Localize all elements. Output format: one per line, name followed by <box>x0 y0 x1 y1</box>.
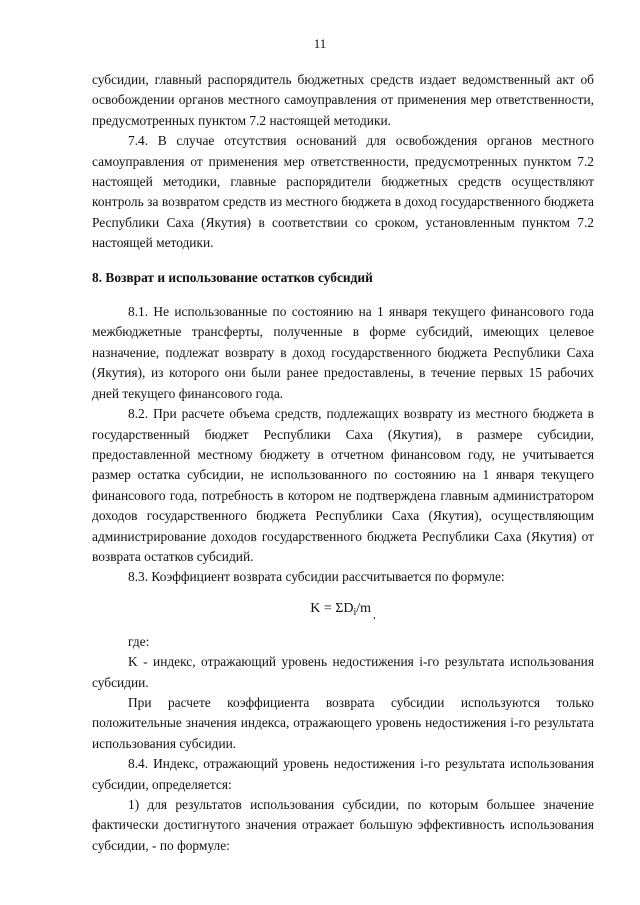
formula-subscript: i <box>353 606 357 618</box>
paragraph-where: где: <box>128 633 150 649</box>
formula-left: K = ΣD <box>310 600 354 616</box>
paragraph-8-1: 8.1. Не использованные по состоянию на 1 января текущего финансового года межбюджетные трансферты, полученные в форме субсидий, имеющих целевое назначение, подлежат возврату в доход государственного бюджета Республики Саха (Якутия), из которого они были ранее предоставлены, в течение первых 15 рабочих дней текущего финансового года. <box>92 304 594 401</box>
formula <box>92 598 594 626</box>
section-heading: 8. Возврат и использование остатков субсидий <box>92 269 373 285</box>
paragraph-8-2: 8.2. При расчете объема средств, подлежащих возврату из местного бюджета в государственный бюджет Республики Саха (Якутия), в размере субсидии, предоставленной местному бюджету в отчетном финансовом году, не учитывается размер остатка субсидии, не использованного по состоянию на 1 января текущего финансового года, потребность в котором не подтверждена главным администратором доходов государственного бюджета Республики Саха (Якутия), осуществляющим администрирование доходов государственного бюджета Республики Саха (Якутия) от возврата остатков субсидий. <box>92 406 594 564</box>
paragraph-8-4-item-1: 1) для результатов использования субсидии, по которым большее значение фактически достигнутого значения отражает большую эффективность использования субсидии, - по формуле: <box>92 797 594 853</box>
paragraph-7-4: 7.4. В случае отсутствия оснований для освобождения органов местного самоуправления от применения мер ответственности, предусмотренных пунктом 7.2 настоящей методики, главные распорядители бюджетных средств осуществляют контроль за возвратом средств из местного бюджета в доход государственного бюджета Республики Саха (Якутия) в соответствии со сроком, установленным пунктом 7.2 настоящей методики. <box>92 133 594 251</box>
formula-right: /m <box>356 600 372 616</box>
paragraph-positive-values: При расчете коэффициента возврата субсидии используются только положительные значения индекса, отражающего уровень недостижения i-го результата использования субсидии. <box>92 694 594 751</box>
formula-trailing: , <box>373 608 376 621</box>
paragraph-k-definition: K - индекс, отражающий уровень недостижения i-го результата использования субсидии. <box>92 654 594 690</box>
paragraph-8-4: 8.4. Индекс, отражающий уровень недостижения i-го результата использования субсидии, определяется: <box>92 756 594 792</box>
paragraph-continuation: субсидии, главный распорядитель бюджетных средств издает ведомственный акт об освобождении органов местного самоуправления от применения мер ответственности, предусмотренных пунктом 7.2 настоящей методики. <box>92 72 594 128</box>
page-number: 11 <box>313 36 327 51</box>
paragraph-8-3: 8.3. Коэффициент возврата субсидии рассчитывается по формуле: <box>128 569 505 585</box>
document-body <box>92 70 594 856</box>
